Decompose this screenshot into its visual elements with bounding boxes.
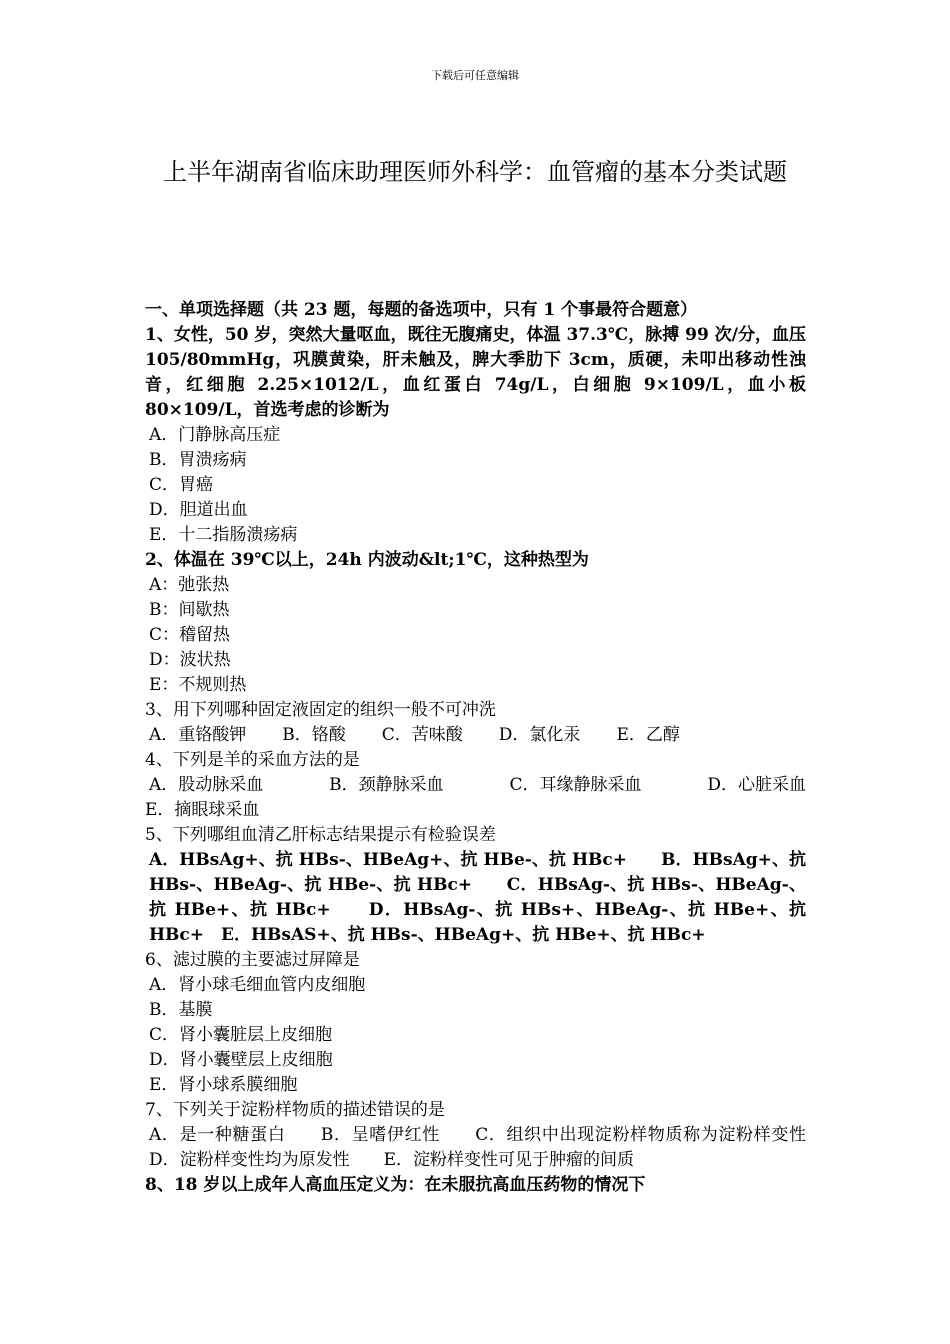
q1-option-b: B．胃溃疡病 bbox=[149, 450, 247, 470]
q2-option-e: E：不规则热 bbox=[149, 675, 247, 695]
q4-option-a: A．股动脉采血 bbox=[149, 775, 264, 795]
q1-option-e: E．十二指肠溃疡病 bbox=[149, 525, 298, 545]
question-8-stem: 8、18 岁以上成年人高血压定义为：在未服抗高血压药物的情况下 bbox=[145, 1175, 646, 1195]
question-2-stem: 2、体温在 39℃以上，24h 内波动&lt;1℃，这种热型为 bbox=[145, 550, 589, 570]
q3-option-b: B．铬酸 bbox=[282, 725, 346, 745]
q3-option-d: D．氯化汞 bbox=[498, 725, 581, 745]
section-heading: 一、单项选择题（共 23 题，每题的备选项中，只有 1 个事最符合题意） bbox=[145, 300, 698, 320]
q4-option-e: E．摘眼球采血 bbox=[145, 800, 260, 820]
q6-option-d: D．肾小囊壁层上皮细胞 bbox=[149, 1050, 333, 1070]
q3-option-a: A．重铬酸钾 bbox=[149, 725, 247, 745]
q5-options: A．HBsAg+、抗 HBs-、HBeAg+、抗 HBe-、抗 HBc+ B．HBsAg+、抗 HBs-、HBeAg-、抗 HBe-、抗 HBc+ C．HBsAg-、抗 HBs-、HBeAg-、抗 HBe+、抗 HBc+ D．HBsAg-、抗 HBs+、HBeAg-、抗 HBe+、抗 HBc+ E．HBsAS+、抗 HBs-、HBeAg+、抗 HBe+、抗 HBc+ bbox=[149, 850, 806, 945]
q4-option-d: D．心脏采血 bbox=[707, 775, 806, 795]
q7-options: A．是一种糖蛋白 B．呈嗜伊红性 C．组织中出现淀粉样物质称为淀粉样变性 D．淀粉样变性均为原发性 E．淀粉样变性可见于肿瘤的间质 bbox=[149, 1125, 840, 1170]
q6-option-a: A．肾小球毛细血管内皮细胞 bbox=[149, 975, 366, 995]
q2-option-c: C：稽留热 bbox=[149, 625, 231, 645]
question-7-stem: 7、下列关于淀粉样物质的描述错误的是 bbox=[145, 1100, 445, 1120]
q3-option-c: C．苦味酸 bbox=[381, 725, 463, 745]
q6-option-b: B．基膜 bbox=[149, 1000, 213, 1020]
question-4-stem: 4、下列是羊的采血方法的是 bbox=[145, 750, 360, 770]
q1-option-d: D．胆道出血 bbox=[149, 500, 248, 520]
document-body bbox=[145, 298, 840, 1198]
q4-option-c: C．耳缘静脉采血 bbox=[509, 775, 642, 795]
question-5-stem: 5、下列哪组血清乙肝标志结果提示有检验误差 bbox=[145, 825, 496, 845]
q1-option-c: C．胃癌 bbox=[149, 475, 214, 495]
q6-option-e: E．肾小球系膜细胞 bbox=[149, 1075, 298, 1095]
q1-option-a: A．门静脉高压症 bbox=[149, 425, 281, 445]
question-6-stem: 6、滤过膜的主要滤过屏障是 bbox=[145, 950, 360, 970]
header-note: 下载后可任意编辑 bbox=[431, 69, 519, 82]
q6-option-c: C．肾小囊脏层上皮细胞 bbox=[149, 1025, 333, 1045]
q3-options bbox=[145, 723, 806, 748]
question-1-stem: 1、女性，50 岁，突然大量呕血，既往无腹痛史，体温 37.3℃，脉搏 99 次/分，血压 105/80mmHg，巩膜黄染，肝未触及，脾大季肋下 3cm，质硬，未叩出移动性浊音，红细胞 2.25×1012/L，血红蛋白 74g/L，白细胞 9×109/L，血小板 80×109/L，首选考虑的诊断为 bbox=[145, 325, 806, 420]
q2-option-b: B：间歇热 bbox=[149, 600, 230, 620]
q3-option-e: E．乙醇 bbox=[616, 725, 680, 745]
page-title: 上半年湖南省临床助理医师外科学：血管瘤的基本分类试题 bbox=[163, 158, 787, 186]
question-3-stem: 3、用下列哪种固定液固定的组织一般不可冲洗 bbox=[145, 700, 496, 720]
q2-option-a: A：弛张热 bbox=[149, 575, 230, 595]
q4-options bbox=[145, 773, 806, 798]
q2-option-d: D：波状热 bbox=[149, 650, 231, 670]
q4-option-b: B．颈静脉采血 bbox=[329, 775, 444, 795]
